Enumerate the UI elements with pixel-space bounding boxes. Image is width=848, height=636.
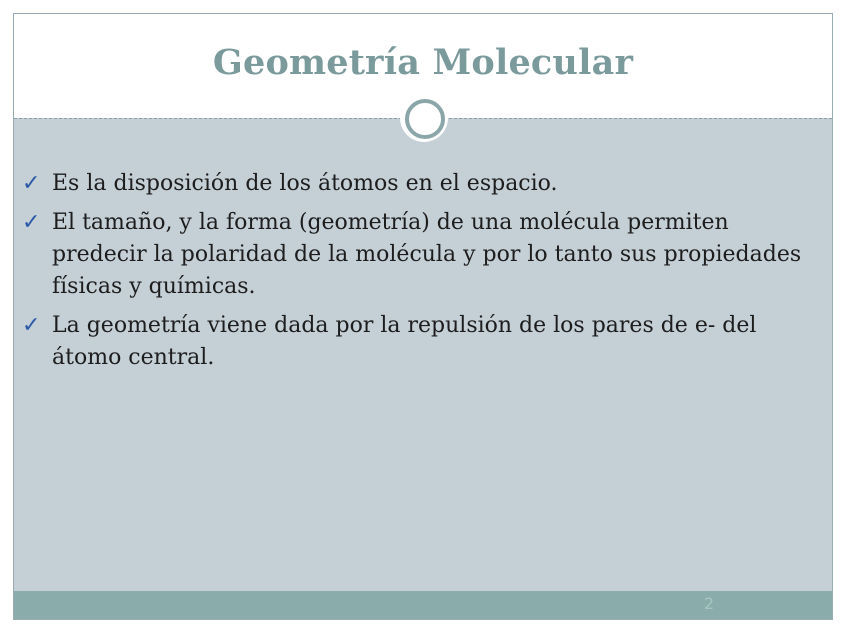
- check-icon: ✓: [22, 171, 41, 196]
- list-item: [22, 207, 812, 303]
- check-icon: ✓: [22, 313, 41, 338]
- ornament-ring-icon: [405, 99, 445, 139]
- bullet-text: Es la disposición de los átomos en el espacio.: [52, 171, 558, 196]
- check-icon: ✓: [22, 210, 41, 235]
- bullet-text: El tamaño, y la forma (geometría) de una molécula permiten predecir la polaridad de la molécula y por lo tanto sus propiedades físicas y químicas.: [52, 210, 802, 299]
- list-item: [22, 168, 812, 200]
- slide-title: Geometría Molecular: [212, 42, 634, 83]
- bullet-text: La geometría viene dada por la repulsión de los pares de e- del átomo central.: [52, 313, 757, 370]
- page-number: 2: [703, 594, 714, 613]
- bullet-list: [22, 168, 812, 381]
- list-item: [22, 310, 812, 374]
- slide: [13, 13, 833, 620]
